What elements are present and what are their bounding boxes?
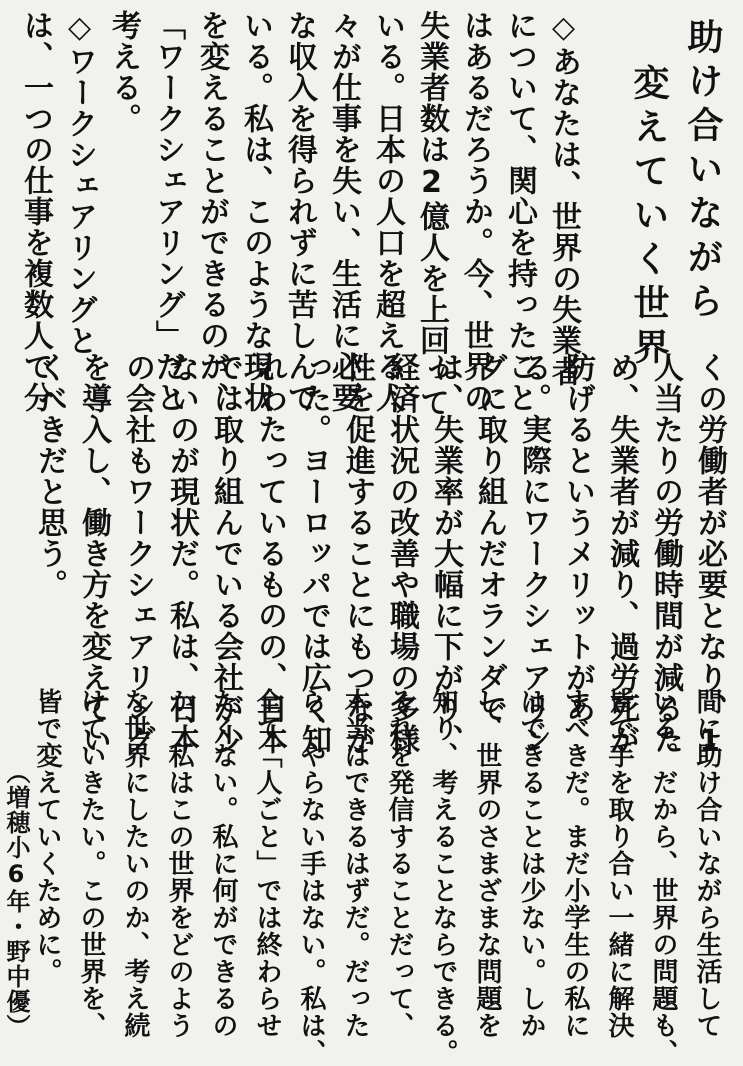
middle-column: の会社もワークシェアリング — [120, 352, 155, 755]
middle-column: くべきだと思う。 — [32, 352, 67, 600]
upper-column: 「ワークシェアリング」だと — [150, 10, 185, 413]
lower-column: か、私はこの世界をどのよう — [164, 688, 194, 1039]
middle-column: 人当たりの労働時間が減るた — [648, 352, 683, 755]
middle-column: くの労働者が必要となり、1 — [692, 352, 727, 760]
upper-column: はあるだろうか。今、世界の — [458, 10, 493, 413]
lower-column: ら、やらない手はない。私は、 — [296, 688, 326, 1066]
upper-column: ◇あなたは、世界の失業者 — [546, 10, 581, 387]
middle-column: れわたっているものの、日本 — [252, 352, 287, 755]
lower-column: し、世界のさまざまな問題を — [472, 688, 502, 1039]
lower-column: 皆で変えていくために。 — [32, 688, 62, 985]
middle-column: ないのが現状だ。私は、日本 — [164, 352, 199, 755]
byline: （増穂小6年・野中優） — [2, 760, 30, 1039]
upper-column: 々が仕事を失い、生活に必要 — [326, 10, 361, 413]
middle-column: った。ヨーロッパでは広く知 — [296, 352, 331, 755]
article-title-line2: 変えていく世界 — [628, 64, 669, 372]
middle-column: め、失業者が減り、過労死が — [604, 352, 639, 755]
lower-column: たくない。私に何ができるの — [208, 688, 238, 1039]
lower-column: 間に助け合いながら生活して — [692, 688, 722, 1039]
article-title-line1: 助け合いながら — [682, 18, 723, 326]
lower-column: 全て「人ごと」では終わらせ — [252, 688, 282, 1039]
lower-column: はできることは少ない。しか — [516, 688, 546, 1039]
middle-column: 性を促進することにもつなが — [340, 352, 375, 755]
lower-column: すべきだ。まだ小学生の私に — [560, 688, 590, 1039]
upper-column: な収入を得られずに苦しんで — [282, 10, 317, 413]
middle-column: グに取り組んだオランダで — [472, 352, 507, 724]
upper-column: 失業者数は2億人を上回って — [414, 10, 449, 418]
upper-column: ◇ワークシェアリングと — [62, 10, 97, 356]
lower-column: 皆で手を取り合い一緒に解決 — [604, 688, 634, 1039]
lower-column: それを発信することだって、 — [384, 688, 414, 1039]
upper-column: いる。私は、このような現状 — [238, 10, 273, 413]
middle-column: では取り組んでいる会社が少 — [208, 352, 243, 755]
lower-column: な世界にしたいのか、考え続 — [120, 688, 150, 1039]
lower-column: 知り、考えることならできる。 — [428, 688, 458, 1066]
upper-column: について、関心を持ったこと — [502, 10, 537, 413]
lower-column: 本当はできるはずだ。だった — [340, 688, 370, 1039]
middle-column: は、失業率が大幅に下がり、 — [428, 352, 463, 755]
middle-column: る。実際にワークシェアリン — [516, 352, 551, 755]
lower-column: いる。だから、世界の問題も、 — [648, 688, 678, 1066]
upper-column: いる。日本の人口を超える人 — [370, 10, 405, 413]
middle-column: を導入し、働き方を変えてい — [76, 352, 111, 755]
middle-column: 防げるというメリットがあ — [560, 352, 595, 724]
upper-column: 考える。 — [106, 10, 141, 134]
upper-column: を変えることができるのが、 — [194, 10, 229, 413]
lower-column: けていきたい。この世界を、 — [76, 688, 106, 1039]
upper-column: は、一つの仕事を複数人で分 — [18, 10, 53, 413]
middle-column: 経済状況の改善や職場の多様 — [384, 352, 419, 755]
